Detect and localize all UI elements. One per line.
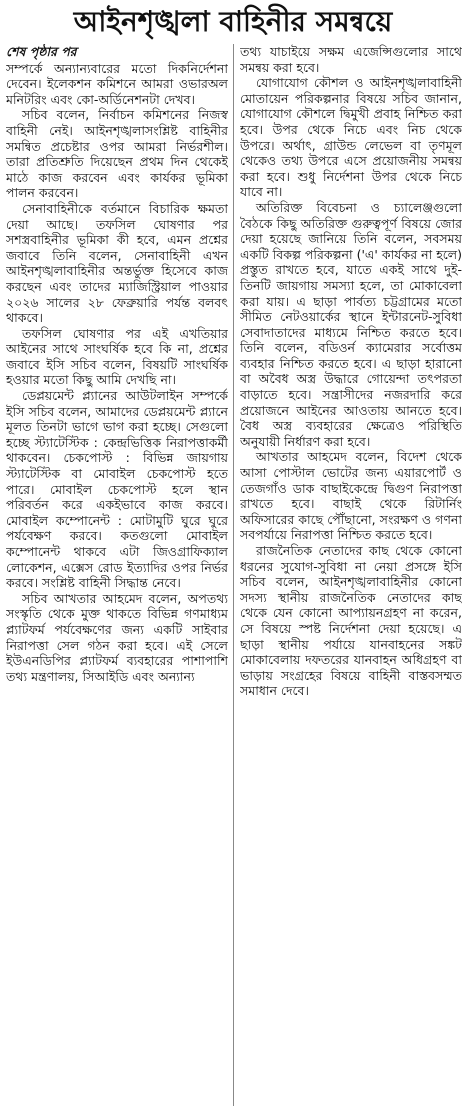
continued-from-label: শেষ পৃষ্ঠার পর — [6, 44, 77, 59]
paragraph: যোগাযোগ কৌশল ও আইনশৃঙ্খলাবাহিনী মোতায়েন পরিকল্পনার বিষয়ে সচিব জানান, যোগাযোগ কৌশলে দ্বিমুখী প্রবাহ নিশ্চিত করা হবে। উপর থেকে নিচে এবং নিচ থেকে উপরে। অর্থাৎ, গ্রাউন্ড লেভেল বা তৃণমূল থেকেও তথ্য উপরে এসে প্রয়োজনীয় সমন্বয় করা হবে। শুধু নির্দেশনা উপর থেকে নিচে যাবে না। — [240, 75, 462, 200]
paragraph: অতিরিক্ত বিবেচনা ও চ্যালেঞ্জগুলো বৈঠকে কিছু অতিরিক্ত গুরুত্বপূর্ণ বিষয়ে জোর দেয়া হয়েছে জানিয়ে তিনি বলেন, সবসময় একটি বিকল্প পরিকল্পনা ('এ' কার্যকর না হলে) প্রস্তুত রাখতে হবে, যাতে একই সাথে দুই-তিনটি জায়গায় সমস্যা হলে, তা মোকাবেলা করা যায়। এ ছাড়া পার্বত্য চট্টগ্রামের মতো সীমিত নেটওয়ার্কের স্থানে ইন্টারনেট-সুবিধা সেবাদাতাদের মাধ্যমে নিশ্চিত করতে হবে। তিনি বলেন, বডিওর্ন ক্যামেরার সর্বোত্তম ব্যবহার নিশ্চিত করতে হবে। এ ছাড়া হারানো বা অবৈধ অস্ত্র উদ্ধারে গোয়েন্দা তৎপরতা বাড়াতে হবে। সন্ত্রাসীদের নজরদারি করে প্রয়োজনে আইনের আওতায় আনতে হবে। বৈধ অস্ত্র ব্যবহারের ক্ষেত্রেও পরিস্থিতি অনুযায়ী নির্ধারণ করা হবে। — [240, 199, 462, 449]
left-column — [6, 44, 228, 1106]
paragraph: আখতার আহমেদ বলেন, বিদেশ থেকে আসা পোস্টাল ভোটের জন্য এয়ারপোর্ট ও তেজগাঁও ডাক বাছাইকেন্দ্রে দ্বিগুণ নিরাপত্তা রাখতে হবে। বাছাই থেকে রিটার্নিং অফিসারের কাছে পৌঁছানো, সংরক্ষণ ও গণনা সবপর্যায়ে নিরাপত্তা নিশ্চিত করতে হবে। — [240, 449, 462, 543]
paragraph: সচিব বলেন, নির্বাচন কমিশনের নিজস্ব বাহিনী নেই। আইনশৃঙ্খলাসংশ্লিষ্ট বাহিনীর সমন্বিত প্রচেষ্টার ওপর আমরা নির্ভরশীল। তারা প্রতিশ্রুতি দিয়েছেন প্রথম দিন থেকেই মাঠে কাজ করবেন এবং কার্যকর ভূমিকা পালন করবেন। — [6, 107, 228, 201]
right-column — [240, 44, 462, 1106]
paragraph: সম্পর্কে অন্যান্যবারের মতো দিকনির্দেশনা দেবেন। ইলেকশন কমিশনে আমরা ওভারঅল মনিটরিং এবং কো-অর্ডিনেশনটা দেখব। — [6, 60, 228, 107]
paragraph: ডেপ্লয়মেন্ট প্ল্যানের আউটলাইন সম্পর্কে ইসি সচিব বলেন, আমাদের ডেপ্লয়মেন্ট প্ল্যানে মূলত তিনটা ভাগে ভাগ করা হচ্ছে। সেগুলো হচ্ছে স্ট্যাটেস্টিক : কেন্দ্রভিত্তিক নিরাপত্তাকর্মী থাকবেন। চেকপোস্ট : বিভিন্ন জায়গায় স্ট্যাটেস্টিক বা মোবাইল চেকপোস্ট হতে পারে। মোবাইল চেকপোস্ট হলে স্থান পরিবর্তন করে একইভাবে কাজ করবে। মোবাইল কম্পোনেন্ট : মোটামুটি ঘুরে ঘুরে পর্যবেক্ষণ করবে। কতগুলো মোবাইল কম্পোনেন্ট থাকবে এটা জিওগ্রাফিক্যাল লোকেশন, এক্সেস রোড ইত্যাদির ওপর নির্ভর করবে। সংশ্লিষ্ট বাহিনী সিদ্ধান্ত নেবে। — [6, 388, 228, 591]
column-divider — [233, 44, 234, 1106]
paragraph: রাজনৈতিক নেতাদের কাছ থেকে কোনো ধরনের সুযোগ-সুবিধা না নেয়া প্রসঙ্গে ইসি সচিব বলেন, আইনশৃঙ্খলাবাহিনীর কোনো সদস্য স্থানীয় রাজনৈতিক নেতাদের কাছ থেকে যেন কোনো আপ্যায়নগ্রহণ না করেন, সে বিষয়ে স্পষ্ট নির্দেশনা দেয়া হয়েছে। এ ছাড়া স্থানীয় পর্যায়ে যানবাহনের সঙ্কট মোকাবেলায় দফতরের যানবাহন অধিগ্রহণ বা ভাড়ায় সংগ্রহের বিষয়ে বাহিনী বাস্তবসম্মত সমাধান দেবে। — [240, 543, 462, 699]
paragraph: তথ্য যাচাইয়ে সক্ষম এজেন্সিগুলোর সাথে সমন্বয় করা হবে। — [240, 44, 462, 75]
paragraph: তফসিল ঘোষণার পর এই এখতিয়ার আইনের সাথে সাংঘর্ষিক হবে কি না, প্রশ্নের জবাবে ইসি সচিব বলেন, বিষয়টি সাংঘর্ষিক হওয়ার মতো কিছু আমি দেখছি না। — [6, 325, 228, 388]
paragraph: সেনাবাহিনীকে বর্তমানে বিচারিক ক্ষমতা দেয়া আছে। তফসিল ঘোষণার পর সশস্ত্রবাহিনীর ভূমিকা কী হবে, এমন প্রশ্নের জবাবে তিনি বলেন, সেনাবাহিনী এখন আইনশৃঙ্খলাবাহিনীর অন্তর্ভুক্ত হিসেবে কাজ করছেন এবং তাদের ম্যাজিস্ট্রিয়াল পাওয়ার ২০২৬ সালের ২৮ ফেব্রুয়ারি পর্যন্ত বলবৎ থাকবে। — [6, 200, 228, 326]
paragraph: সচিব আখতার আহমেদ বলেন, অপতথ্য সংস্কৃতি থেকে মুক্ত থাকতে বিভিন্ন গণমাধ্যম প্ল্যাটফর্ম পর্যবেক্ষণের জন্য একটি সাইবার নিরাপত্তা সেল গঠন করা হবে। এই সেলে ইউএনডিপির প্ল্যাটফর্ম ব্যবহারের পাশাপাশি তথ্য মন্ত্রণালয়, সিআইডি এবং অন্যান্য — [6, 590, 228, 684]
headline: আইনশৃঙ্খলা বাহিনীর সমন্বয়ে — [73, 5, 393, 38]
